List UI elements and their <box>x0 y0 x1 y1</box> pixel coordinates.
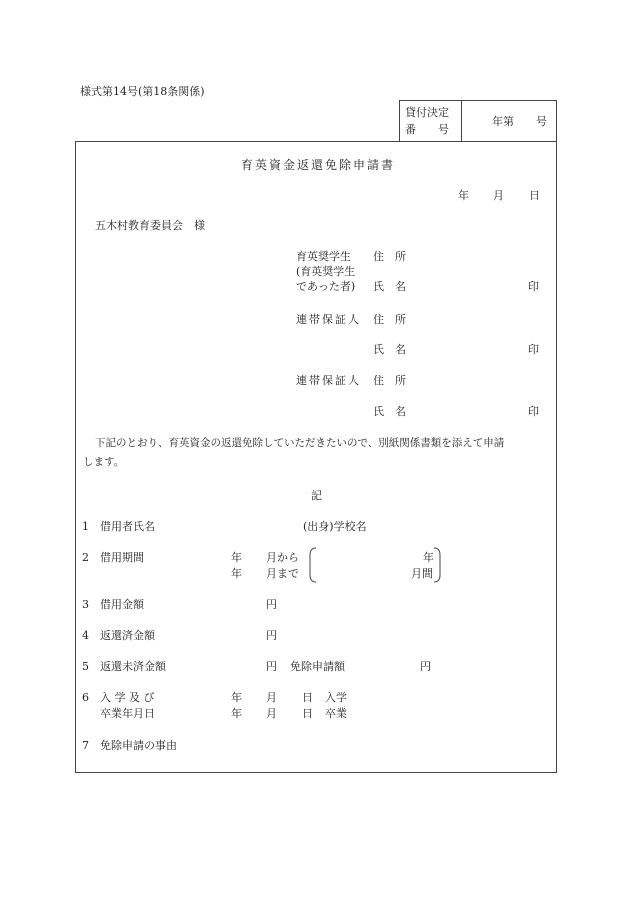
item6-entry-label: 入学 <box>325 691 347 704</box>
item4-unit: 円 <box>266 629 277 642</box>
guarantor1-name-label: 氏 名 <box>373 343 406 356</box>
item6-number: 6 <box>82 691 89 704</box>
guarantor2-name-label: 氏 名 <box>373 405 406 418</box>
item2-bracket-year: 年 <box>423 551 434 564</box>
item2-from-month: 月から <box>266 551 299 564</box>
item7-label: 免除申請の事由 <box>100 739 177 752</box>
item2-bracket-months: 月間 <box>411 567 433 580</box>
applicant-role-line1: 育英奨学生 <box>296 250 351 263</box>
ki-heading: 記 <box>311 489 322 502</box>
item6-grad-year: 年 <box>231 707 242 720</box>
item5-number: 5 <box>82 660 89 673</box>
guarantor2-address-label: 住 所 <box>373 374 406 387</box>
decision-value: 年第 号 <box>492 115 547 128</box>
guarantor1-role: 連帯保証人 <box>296 313 361 326</box>
addressee: 五木村教育委員会 様 <box>95 219 205 232</box>
item1-number: 1 <box>82 520 89 533</box>
item6-entry-month: 月 <box>266 691 277 704</box>
applicant-role-line2: (育英奨学生 <box>296 265 356 278</box>
guarantor2-role: 連帯保証人 <box>296 374 361 387</box>
item7-number: 7 <box>82 739 89 752</box>
item6-label-line1: 入 学 及 び <box>100 691 155 704</box>
item6-grad-day: 日 <box>302 707 313 720</box>
form-number: 様式第14号(第18条関係) <box>80 85 205 98</box>
item2-number: 2 <box>82 551 89 564</box>
form-frame <box>75 141 557 773</box>
item3-number: 3 <box>82 598 89 611</box>
form-title: 育英資金返還免除申請書 <box>241 158 396 172</box>
guarantor2-seal: 印 <box>528 405 539 418</box>
body-text-line1: 下記のとおり、育英資金の返還免除していただきたいので、別紙関係書類を添えて申請 <box>95 437 505 449</box>
date-year: 年 <box>458 189 469 202</box>
item5-exempt-label: 免除申請額 <box>290 660 345 673</box>
item1-label: 借用者氏名 <box>100 520 155 533</box>
item5-label: 返還未済金額 <box>100 660 166 673</box>
item5-unit: 円 <box>266 660 277 673</box>
item3-label: 借用金額 <box>100 598 144 611</box>
item5-exempt-unit: 円 <box>420 660 431 673</box>
guarantor1-address-label: 住 所 <box>373 313 406 326</box>
guarantor1-seal: 印 <box>528 343 539 356</box>
item2-to-year: 年 <box>231 567 242 580</box>
item6-label-line2: 卒業年月日 <box>100 707 155 720</box>
decision-label-line2: 番 号 <box>405 123 449 136</box>
item2-label: 借用期間 <box>100 551 144 564</box>
item1-school-label: (出身)学校名 <box>303 520 367 533</box>
body-text-line2: します。 <box>83 456 125 468</box>
item4-number: 4 <box>82 629 89 642</box>
item6-entry-day: 日 <box>302 691 313 704</box>
item6-entry-year: 年 <box>231 691 242 704</box>
applicant-address-label: 住 所 <box>373 250 406 263</box>
item2-from-year: 年 <box>231 551 242 564</box>
item4-label: 返還済金額 <box>100 629 155 642</box>
date-day: 日 <box>529 189 540 202</box>
applicant-role-line3: であった者) <box>296 280 356 293</box>
decision-box-divider <box>461 100 462 142</box>
applicant-name-label: 氏 名 <box>373 280 406 293</box>
item3-unit: 円 <box>266 598 277 611</box>
item2-to-month: 月まで <box>266 567 299 580</box>
applicant-seal: 印 <box>528 280 539 293</box>
item6-grad-month: 月 <box>266 707 277 720</box>
decision-label-line1: 貸付決定 <box>405 106 449 119</box>
item6-grad-label: 卒業 <box>325 707 347 720</box>
date-month: 月 <box>493 189 504 202</box>
